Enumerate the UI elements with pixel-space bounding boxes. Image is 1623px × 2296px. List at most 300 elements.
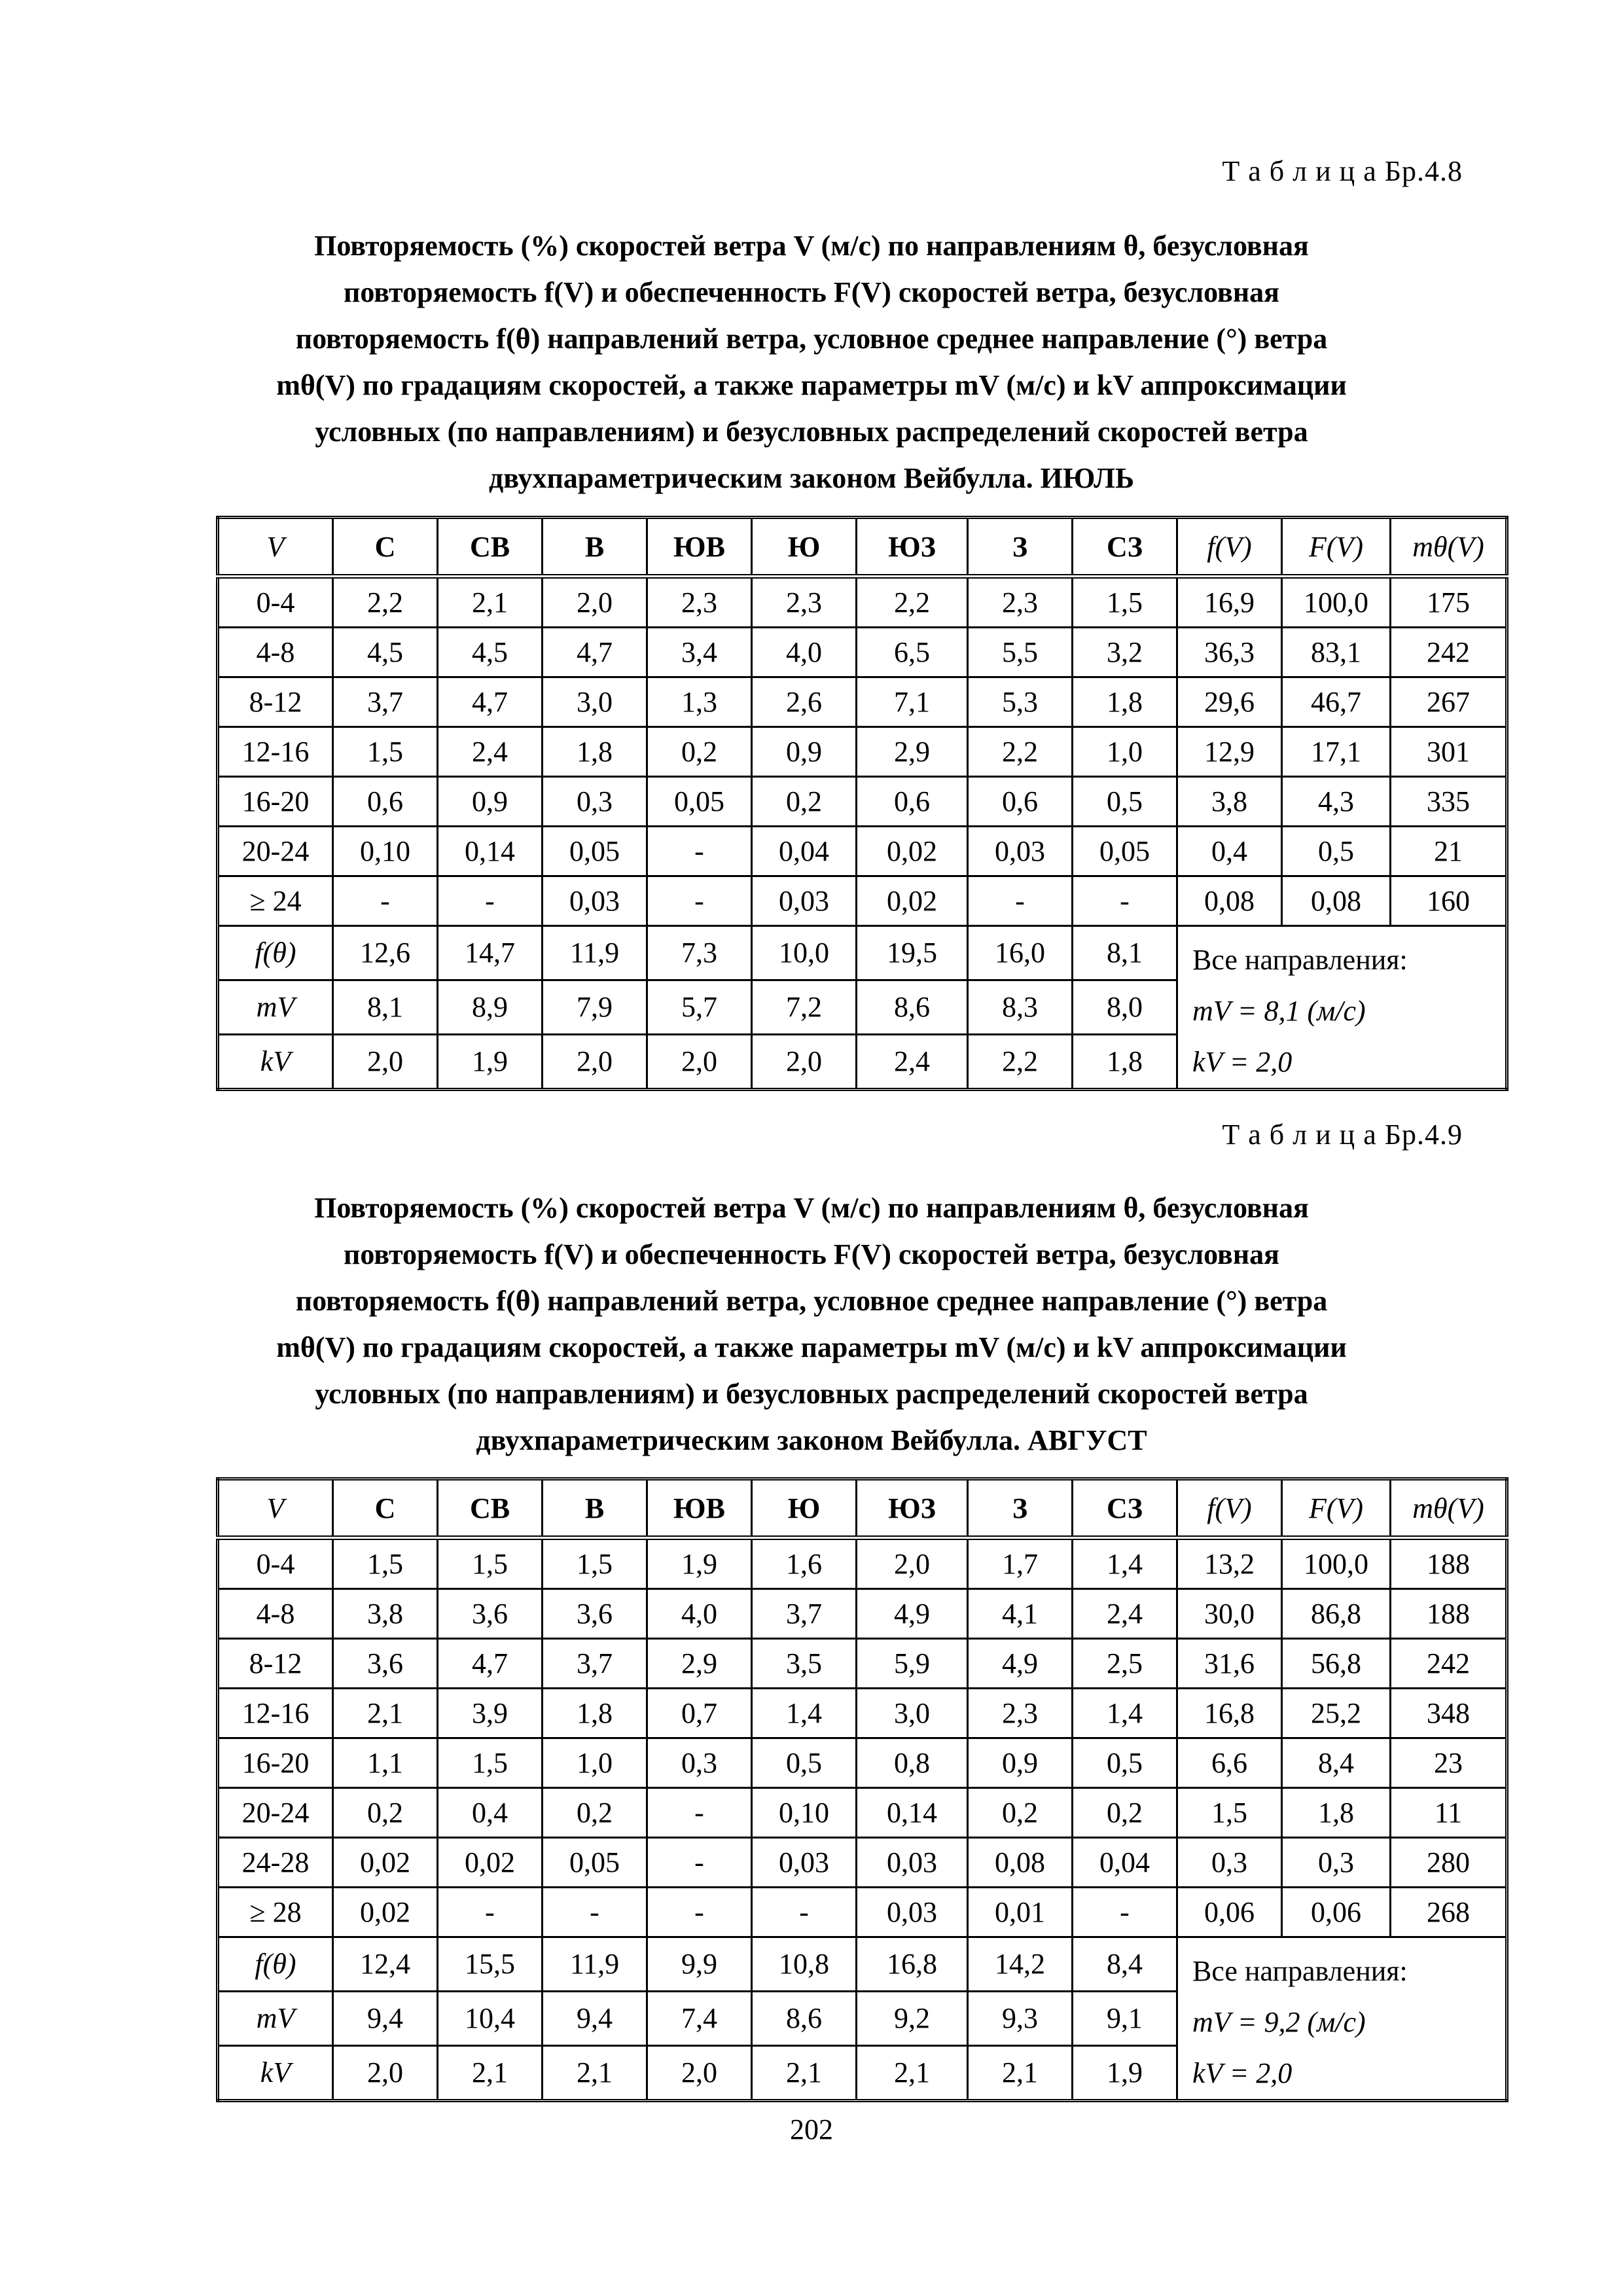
table-cell: 0,14: [857, 1788, 968, 1838]
column-header: В: [543, 518, 647, 577]
caption-line: mθ(V) по градациям скоростей, а также параметры mV (м/с) и kV аппроксимации: [276, 369, 1347, 401]
table-cell: 301: [1391, 727, 1507, 777]
column-header: Ю: [752, 1479, 857, 1538]
speed-range-cell: 12-16: [218, 727, 333, 777]
table-cell: 1,0: [1073, 727, 1177, 777]
caption-line: условных (по направлениям) и безусловных распределений скоростей ветра: [315, 416, 1308, 448]
table-cell: 2,1: [543, 2045, 647, 2100]
table-cell: 8,1: [1073, 926, 1177, 980]
table-cell: 0,02: [857, 827, 968, 876]
table-cell: 2,4: [1073, 1589, 1177, 1639]
speed-range-cell: 12-16: [218, 1689, 333, 1738]
summary-line: mV = 8,1 (м/с): [1192, 995, 1366, 1027]
summary-line: kV = 2,0: [1192, 1046, 1293, 1078]
table-cell: 0,14: [438, 827, 543, 876]
header-row: [218, 518, 1507, 577]
table-cell: 3,6: [333, 1639, 438, 1689]
column-header: ЮВ: [647, 518, 752, 577]
table-cell: 8,9: [438, 980, 543, 1034]
table-cell: 100,0: [1282, 577, 1391, 628]
table-cell: 2,4: [857, 1034, 968, 1089]
table-cell: 2,9: [857, 727, 968, 777]
table-cell: 14,2: [968, 1937, 1073, 1992]
table-cell: 1,5: [1073, 577, 1177, 628]
table-cell: 12,9: [1177, 727, 1282, 777]
table-cell: 12,6: [333, 926, 438, 980]
table-cell: 11,9: [543, 926, 647, 980]
table-cell: 0,10: [333, 827, 438, 876]
table-cell: 2,0: [647, 1034, 752, 1089]
table-cell: 7,3: [647, 926, 752, 980]
speed-range-cell: ≥ 24: [218, 876, 333, 926]
table-cell: 4,5: [438, 628, 543, 677]
caption-line: повторяемость f(θ) направлений ветра, условное среднее направление (°) ветра: [295, 1285, 1328, 1317]
table-cell: 0,03: [857, 1888, 968, 1937]
table-cell: 4,0: [752, 628, 857, 677]
table-cell: 3,6: [543, 1589, 647, 1639]
table-cell: 1,3: [647, 677, 752, 727]
caption-line: условных (по направлениям) и безусловных распределений скоростей ветра: [315, 1378, 1308, 1410]
table-cell: -: [1073, 1888, 1177, 1937]
table-cell: 0,2: [543, 1788, 647, 1838]
table-cell: 1,0: [543, 1738, 647, 1788]
table-cell: 1,8: [1073, 677, 1177, 727]
table-cell: 7,2: [752, 980, 857, 1034]
table-cell: 4,7: [543, 628, 647, 677]
speed-range-cell: 0-4: [218, 1538, 333, 1589]
table-row: [218, 1788, 1507, 1838]
table-cell: 9,9: [647, 1937, 752, 1992]
table-cell: 8,6: [752, 1991, 857, 2045]
column-header: СЗ: [1073, 518, 1177, 577]
table-cell: 1,5: [333, 1538, 438, 1589]
table-cell: 8,4: [1282, 1738, 1391, 1788]
table-row: [218, 1589, 1507, 1639]
table-cell: 6,6: [1177, 1738, 1282, 1788]
table-cell: 4,7: [438, 1639, 543, 1689]
parameter-label: kV: [218, 2045, 333, 2100]
table-row: [218, 677, 1507, 727]
table-cell: 0,7: [647, 1689, 752, 1738]
table-cell: 6,5: [857, 628, 968, 677]
table-row: [218, 1738, 1507, 1788]
table-row: [218, 876, 1507, 926]
column-header: V: [218, 1479, 333, 1538]
table-cell: 242: [1391, 628, 1507, 677]
table-cell: 0,2: [752, 777, 857, 827]
speed-range-cell: 8-12: [218, 1639, 333, 1689]
table-cell: 14,7: [438, 926, 543, 980]
table-cell: 3,5: [752, 1639, 857, 1689]
table-cell: 8,3: [968, 980, 1073, 1034]
table-cell: 4,3: [1282, 777, 1391, 827]
table-row: [218, 1689, 1507, 1738]
caption-line: повторяемость f(V) и обеспеченность F(V) скоростей ветра, безусловная: [344, 276, 1279, 308]
column-header: СВ: [438, 518, 543, 577]
table-label: Т а б л и ц а Бр.4.8: [1222, 155, 1463, 187]
speed-range-cell: 16-20: [218, 1738, 333, 1788]
table-cell: 16,8: [1177, 1689, 1282, 1738]
table-cell: 0,5: [1073, 1738, 1177, 1788]
caption-line: mθ(V) по градациям скоростей, а также параметры mV (м/с) и kV аппроксимации: [276, 1331, 1347, 1363]
table-cell: 7,1: [857, 677, 968, 727]
caption-line: Повторяемость (%) скоростей ветра V (м/с) по направлениям θ, безусловная: [314, 1192, 1309, 1224]
table-cell: 2,0: [333, 2045, 438, 2100]
speed-range-cell: 4-8: [218, 1589, 333, 1639]
table-cell: 3,0: [857, 1689, 968, 1738]
table-cell: 4,9: [857, 1589, 968, 1639]
all-directions-summary: [1177, 1937, 1507, 2101]
table-cell: 2,0: [543, 577, 647, 628]
table-cell: 0,5: [752, 1738, 857, 1788]
wind-table-july: [216, 516, 1508, 1091]
table-cell: 175: [1391, 577, 1507, 628]
table-cell: 2,0: [333, 1034, 438, 1089]
table-cell: 3,8: [1177, 777, 1282, 827]
table-cell: 1,9: [438, 1034, 543, 1089]
table-cell: 2,3: [647, 577, 752, 628]
table-cell: 335: [1391, 777, 1507, 827]
column-header: F(V): [1282, 1479, 1391, 1538]
table-cell: 23: [1391, 1738, 1507, 1788]
parameter-label: f(θ): [218, 1937, 333, 1992]
table-cell: -: [333, 876, 438, 926]
table-cell: 4,0: [647, 1589, 752, 1639]
table-cell: 12,4: [333, 1937, 438, 1992]
table-cell: -: [647, 1838, 752, 1888]
table-row: [218, 1888, 1507, 1937]
table-cell: 9,4: [333, 1991, 438, 2045]
table-cell: 348: [1391, 1689, 1507, 1738]
table-cell: 1,4: [752, 1689, 857, 1738]
column-header: F(V): [1282, 518, 1391, 577]
table-cell: 2,3: [752, 577, 857, 628]
table-cell: 13,2: [1177, 1538, 1282, 1589]
wind-table-august: [216, 1477, 1508, 2102]
table-cell: 188: [1391, 1538, 1507, 1589]
table-cell: 0,5: [1073, 777, 1177, 827]
table-cell: 242: [1391, 1639, 1507, 1689]
column-header: ЮЗ: [857, 518, 968, 577]
table-cell: 4,7: [438, 677, 543, 727]
table-row: [218, 628, 1507, 677]
table-cell: 0,03: [968, 827, 1073, 876]
table-cell: 0,6: [968, 777, 1073, 827]
table-cell: 1,8: [543, 1689, 647, 1738]
table-cell: 0,05: [1073, 827, 1177, 876]
table-cell: 0,02: [333, 1888, 438, 1937]
all-directions-summary: [1177, 926, 1507, 1090]
speed-range-cell: 0-4: [218, 577, 333, 628]
table-cell: 2,9: [647, 1639, 752, 1689]
table-cell: -: [543, 1888, 647, 1937]
table-label: Т а б л и ц а Бр.4.9: [1222, 1119, 1463, 1151]
table-cell: 2,2: [333, 577, 438, 628]
summary-line: kV = 2,0: [1192, 2057, 1293, 2089]
table-cell: 160: [1391, 876, 1507, 926]
parameter-label: mV: [218, 980, 333, 1034]
table-cell: 0,03: [543, 876, 647, 926]
table-cell: 0,9: [438, 777, 543, 827]
table-cell: 0,08: [1177, 876, 1282, 926]
table-cell: 0,6: [857, 777, 968, 827]
table-cell: 30,0: [1177, 1589, 1282, 1639]
table-cell: 0,02: [333, 1838, 438, 1888]
table-cell: 4,9: [968, 1639, 1073, 1689]
table-cell: 0,2: [968, 1788, 1073, 1838]
table-cell: 4,1: [968, 1589, 1073, 1639]
table-cell: 0,10: [752, 1788, 857, 1838]
table-cell: 2,3: [968, 577, 1073, 628]
table-cell: 3,8: [333, 1589, 438, 1639]
table-cell: -: [647, 1788, 752, 1838]
table-cell: 9,3: [968, 1991, 1073, 2045]
table-caption: [249, 1185, 1374, 1463]
table-cell: -: [1073, 876, 1177, 926]
table-cell: 1,5: [1177, 1788, 1282, 1838]
parameter-row: [218, 926, 1507, 980]
table-cell: 0,3: [543, 777, 647, 827]
table-row: [218, 727, 1507, 777]
table-cell: 1,5: [438, 1738, 543, 1788]
table-cell: 1,8: [1282, 1788, 1391, 1838]
summary-line: mV = 9,2 (м/с): [1192, 2006, 1366, 2038]
table-cell: 2,1: [333, 1689, 438, 1738]
table-cell: 0,5: [1282, 827, 1391, 876]
table-cell: 3,6: [438, 1589, 543, 1639]
table-cell: 4,5: [333, 628, 438, 677]
column-header: З: [968, 1479, 1073, 1538]
table-cell: 2,0: [647, 2045, 752, 2100]
column-header: С: [333, 1479, 438, 1538]
table-cell: 0,06: [1282, 1888, 1391, 1937]
table-cell: 0,9: [968, 1738, 1073, 1788]
table-row: [218, 1538, 1507, 1589]
table-cell: 83,1: [1282, 628, 1391, 677]
header-row: [218, 1479, 1507, 1538]
speed-range-cell: 24-28: [218, 1838, 333, 1888]
table-cell: 268: [1391, 1888, 1507, 1937]
table-cell: 16,8: [857, 1937, 968, 1992]
column-header: f(V): [1177, 1479, 1282, 1538]
table-cell: 3,2: [1073, 628, 1177, 677]
table-cell: 3,4: [647, 628, 752, 677]
speed-range-cell: 20-24: [218, 1788, 333, 1838]
table-cell: 3,7: [543, 1639, 647, 1689]
column-header: С: [333, 518, 438, 577]
table-cell: 2,6: [752, 677, 857, 727]
table-cell: 2,1: [438, 577, 543, 628]
speed-range-cell: 16-20: [218, 777, 333, 827]
table-cell: 1,8: [543, 727, 647, 777]
table-row: [218, 1639, 1507, 1689]
table-cell: 10,8: [752, 1937, 857, 1992]
table-cell: 0,02: [857, 876, 968, 926]
column-header: СВ: [438, 1479, 543, 1538]
table-caption: [249, 223, 1374, 501]
column-header: mθ(V): [1391, 518, 1507, 577]
table-cell: 56,8: [1282, 1639, 1391, 1689]
table-cell: 2,2: [968, 727, 1073, 777]
table-cell: 1,9: [1073, 2045, 1177, 2100]
speed-range-cell: 4-8: [218, 628, 333, 677]
table-cell: 0,4: [1177, 827, 1282, 876]
table-cell: 2,1: [968, 2045, 1073, 2100]
table-cell: 29,6: [1177, 677, 1282, 727]
table-cell: 1,7: [968, 1538, 1073, 1589]
table-cell: 2,1: [857, 2045, 968, 2100]
caption-line: повторяемость f(θ) направлений ветра, условное среднее направление (°) ветра: [295, 323, 1328, 355]
table-cell: 267: [1391, 677, 1507, 727]
speed-range-cell: 20-24: [218, 827, 333, 876]
table-cell: 0,6: [333, 777, 438, 827]
column-header: ЮВ: [647, 1479, 752, 1538]
column-header: f(V): [1177, 518, 1282, 577]
table-cell: 36,3: [1177, 628, 1282, 677]
table-cell: 9,1: [1073, 1991, 1177, 2045]
table-cell: 0,05: [543, 1838, 647, 1888]
caption-line: повторяемость f(V) и обеспеченность F(V) скоростей ветра, безусловная: [344, 1238, 1279, 1270]
table-cell: 188: [1391, 1589, 1507, 1639]
table-row: [218, 827, 1507, 876]
table-cell: 0,8: [857, 1738, 968, 1788]
table-cell: -: [438, 1888, 543, 1937]
table-cell: 3,0: [543, 677, 647, 727]
table-cell: 1,6: [752, 1538, 857, 1589]
table-cell: 5,9: [857, 1639, 968, 1689]
table-cell: 0,2: [333, 1788, 438, 1838]
table-cell: 16,9: [1177, 577, 1282, 628]
table-cell: 0,4: [438, 1788, 543, 1838]
table-cell: 7,9: [543, 980, 647, 1034]
column-header: V: [218, 518, 333, 577]
table-cell: -: [968, 876, 1073, 926]
table-cell: 19,5: [857, 926, 968, 980]
table-cell: 1,1: [333, 1738, 438, 1788]
table-cell: 17,1: [1282, 727, 1391, 777]
table-cell: 0,05: [647, 777, 752, 827]
table-cell: 11,9: [543, 1937, 647, 1992]
column-header: З: [968, 518, 1073, 577]
table-cell: 0,05: [543, 827, 647, 876]
table-cell: 2,4: [438, 727, 543, 777]
table-cell: 2,0: [752, 1034, 857, 1089]
table-cell: 86,8: [1282, 1589, 1391, 1639]
page-number: 202: [790, 2113, 833, 2145]
table-cell: 8,0: [1073, 980, 1177, 1034]
parameter-label: f(θ): [218, 926, 333, 980]
table-cell: 15,5: [438, 1937, 543, 1992]
table-row: [218, 577, 1507, 628]
table-cell: 3,9: [438, 1689, 543, 1738]
speed-range-cell: 8-12: [218, 677, 333, 727]
table-cell: -: [647, 1888, 752, 1937]
table-cell: 11: [1391, 1788, 1507, 1838]
table-cell: 0,3: [1282, 1838, 1391, 1888]
column-header: СЗ: [1073, 1479, 1177, 1538]
table-cell: -: [438, 876, 543, 926]
table-cell: -: [647, 876, 752, 926]
table-cell: 1,5: [543, 1538, 647, 1589]
table-cell: 1,9: [647, 1538, 752, 1589]
caption-line: двухпараметрическим законом Вейбулла. АВГУСТ: [476, 1424, 1147, 1456]
table-cell: 2,1: [752, 2045, 857, 2100]
table-cell: 0,3: [1177, 1838, 1282, 1888]
table-cell: 2,2: [968, 1034, 1073, 1089]
table-cell: 9,2: [857, 1991, 968, 2045]
table-cell: 2,0: [857, 1538, 968, 1589]
table-cell: 8,6: [857, 980, 968, 1034]
column-header: mθ(V): [1391, 1479, 1507, 1538]
table-cell: 8,1: [333, 980, 438, 1034]
table-cell: 1,8: [1073, 1034, 1177, 1089]
table-cell: 1,5: [438, 1538, 543, 1589]
table-cell: 16,0: [968, 926, 1073, 980]
table-cell: 0,08: [968, 1838, 1073, 1888]
table-cell: 7,4: [647, 1991, 752, 2045]
table-cell: 100,0: [1282, 1538, 1391, 1589]
table-cell: 5,7: [647, 980, 752, 1034]
summary-line: Все направления:: [1192, 944, 1408, 976]
column-header: Ю: [752, 518, 857, 577]
column-header: ЮЗ: [857, 1479, 968, 1538]
table-cell: 0,2: [647, 727, 752, 777]
table-cell: 280: [1391, 1838, 1507, 1888]
table-cell: 0,3: [647, 1738, 752, 1788]
table-cell: 0,01: [968, 1888, 1073, 1937]
table-cell: 0,06: [1177, 1888, 1282, 1937]
table-cell: 0,03: [752, 1838, 857, 1888]
caption-line: двухпараметрическим законом Вейбулла. ИЮЛЬ: [488, 462, 1135, 494]
table-cell: 0,08: [1282, 876, 1391, 926]
table-cell: 25,2: [1282, 1689, 1391, 1738]
table-row: [218, 777, 1507, 827]
table-cell: 0,03: [857, 1838, 968, 1888]
table-cell: 2,1: [438, 2045, 543, 2100]
table-cell: 8,4: [1073, 1937, 1177, 1992]
table-cell: 0,04: [1073, 1838, 1177, 1888]
parameter-row: [218, 1937, 1507, 1992]
table-cell: 21: [1391, 827, 1507, 876]
summary-line: Все направления:: [1192, 1955, 1408, 1987]
table-cell: 0,03: [752, 876, 857, 926]
table-row: [218, 1838, 1507, 1888]
table-cell: 2,3: [968, 1689, 1073, 1738]
table-cell: 10,4: [438, 1991, 543, 2045]
table-cell: 46,7: [1282, 677, 1391, 727]
caption-line: Повторяемость (%) скоростей ветра V (м/с) по направлениям θ, безусловная: [314, 230, 1309, 262]
table-cell: 0,2: [1073, 1788, 1177, 1838]
table-cell: 0,9: [752, 727, 857, 777]
table-cell: 31,6: [1177, 1639, 1282, 1689]
table-cell: 1,4: [1073, 1689, 1177, 1738]
table-cell: 5,3: [968, 677, 1073, 727]
table-cell: 2,5: [1073, 1639, 1177, 1689]
table-cell: -: [647, 827, 752, 876]
table-cell: 2,0: [543, 1034, 647, 1089]
table-cell: 5,5: [968, 628, 1073, 677]
table-cell: -: [752, 1888, 857, 1937]
parameter-label: mV: [218, 1991, 333, 2045]
column-header: В: [543, 1479, 647, 1538]
table-cell: 1,5: [333, 727, 438, 777]
table-cell: 0,04: [752, 827, 857, 876]
table-cell: 1,4: [1073, 1538, 1177, 1589]
parameter-label: kV: [218, 1034, 333, 1089]
table-cell: 0,02: [438, 1838, 543, 1888]
table-cell: 10,0: [752, 926, 857, 980]
table-cell: 2,2: [857, 577, 968, 628]
